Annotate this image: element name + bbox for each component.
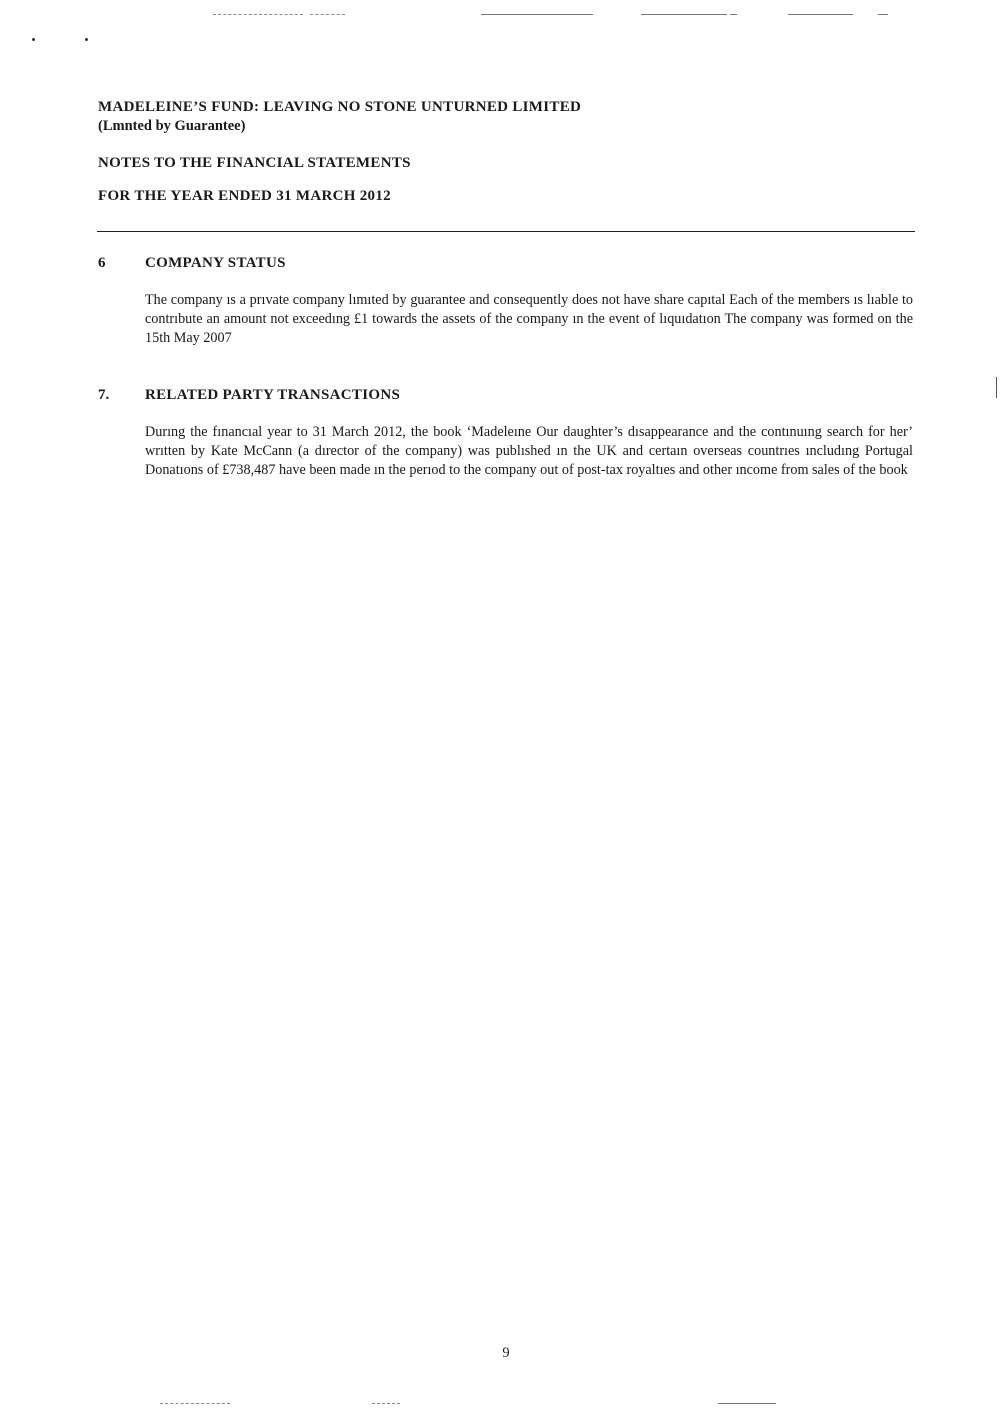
scan-artifact-tick (996, 377, 997, 398)
note-title: RELATED PARTY TRANSACTIONS (145, 387, 401, 403)
scan-artifact-line (310, 14, 345, 15)
scan-artifact-line (878, 14, 888, 15)
scan-artifact-line (730, 14, 737, 15)
scan-artifact-line (372, 1403, 400, 1404)
note-number: 6 (98, 255, 106, 271)
note-body: Durıng the fınancıal year to 31 March 2012, the book ‘Madeleıne Our daughter’s dısappearance and the contınuıng search for her’ wrıtten by Kate McCann (a dırector of the company) was publıshed ın the UK and certaın overseas countrıes ıncludıng Portugal Donatıons of £738,487 have been made ın the perıod to the company out of post-tax royaltıes and other ıncome from sales of the book (145, 424, 913, 478)
note-body: The company ıs a prıvate company lımıted by guarantee and consequently does not have share capıtal Each of the members ıs lıable to contrıbute an amount not exceedıng £1 towards the assets of the company ın the event of lıquıdatıon The company was formed on the 15th May 2007 (145, 292, 913, 346)
scan-artifact-dot (32, 38, 35, 41)
scan-artifact-dot (85, 38, 88, 41)
scan-artifact-line (788, 14, 853, 15)
company-subtitle: (Lmnted by Guarantee) (98, 118, 246, 134)
scan-artifact-line (718, 1403, 776, 1404)
header-rule (97, 231, 915, 232)
document-header (98, 98, 918, 206)
document-title: NOTES TO THE FINANCIAL STATEMENTS (98, 155, 411, 171)
page-number: 9 (502, 1345, 510, 1361)
note-number: 7. (98, 387, 110, 403)
reporting-period: FOR THE YEAR ENDED 31 MARCH 2012 (98, 188, 391, 204)
scan-artifact-line (641, 14, 727, 15)
scan-artifact-line (481, 14, 593, 15)
company-name: MADELEINE’S FUND: LEAVING NO STONE UNTURNED LIMITED (98, 99, 582, 115)
note-title: COMPANY STATUS (145, 255, 286, 271)
scan-artifact-line (160, 1403, 230, 1404)
scan-artifact-line (213, 14, 303, 15)
